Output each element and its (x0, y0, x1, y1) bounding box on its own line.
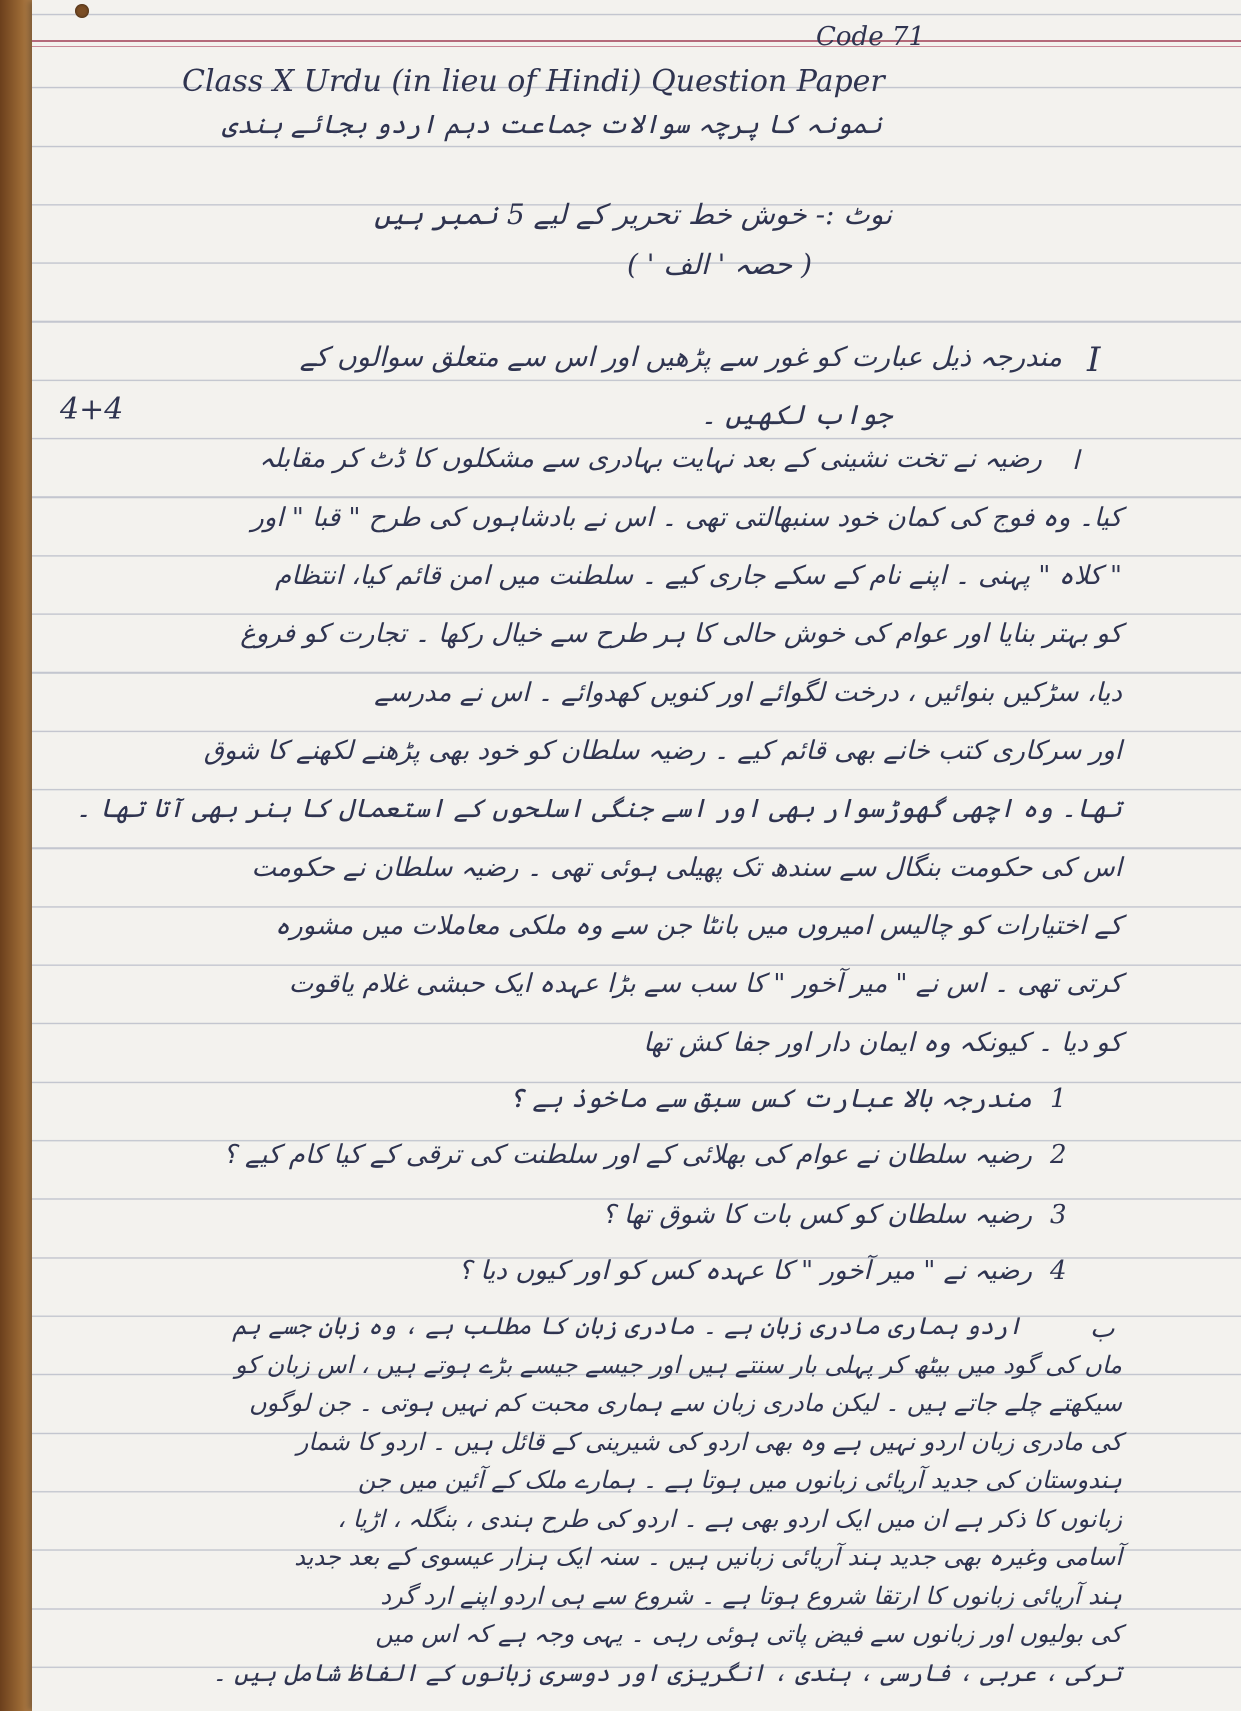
passage-line: کرتی تھی ۔ اس نے " میر آخور " کا سب سے بڑا عہدہ ایک حبشی غلام یاقوت (288, 969, 1122, 999)
passage-line: آسامی وغیرہ بھی جدید ہند آریائی زبانیں ہیں ۔ سنہ ایک ہزار عیسوی کے بعد جدید (294, 1543, 1122, 1571)
sub-question-number: 2 (1050, 1140, 1067, 1170)
paper-code: Code 71 (816, 22, 925, 52)
binding-hole (75, 4, 89, 18)
passage-line: ترکی ، عربی ، فارسی ، ہندی ، انگریزی اور دوسری زبانوں کے الفاظ شامل ہیں ۔ (212, 1658, 1122, 1687)
passage-line: رضیہ نے تخت نشینی کے بعد نہایت بہادری سے مشکلوں کا ڈٹ کر مقابلہ (259, 444, 1042, 474)
passage-line: کو بہتر بنایا اور عوام کی خوش حالی کا ہر طرح سے خیال رکھا ۔ تجارت کو فروغ (240, 619, 1122, 649)
sub-question-number: 4 (1050, 1256, 1067, 1286)
sub-question-text: رضیہ سلطان کو کس بات کا شوق تھا ؟ (601, 1200, 1032, 1230)
sub-question-number: 1 (1050, 1084, 1067, 1114)
passage-line: زبانوں کا ذکر ہے ان میں ایک اردو بھی ہے ۔ اردو کی طرح ہندی ، بنگلہ ، اڑیا ، (337, 1504, 1122, 1533)
passage-label-alif: ا (1072, 446, 1080, 476)
passage-line: " کلاہ " پہنی ۔ اپنے نام کے سکے جاری کیے ۔ سلطنت میں امن قائم کیا، انتظام (275, 561, 1122, 591)
margin-line (32, 40, 1241, 42)
notebook-page (32, 0, 1241, 1711)
handwriting-note: نوٹ :- خوش خط تحریر کے لیے 5 نمبر ہیں (374, 198, 892, 231)
passage-line: ہندوستان کی جدید آریائی زبانوں میں ہوتا ہے ۔ ہمارے ملک کے آئین میں جن (358, 1466, 1122, 1494)
passage-line: سیکھتے چلے جاتے ہیں ۔ لیکن مادری زبان سے ہماری محبت کم نہیں ہوتی ۔ جن لوگوں (249, 1389, 1122, 1417)
passage-line: کے اختیارات کو چالیس امیروں میں بانٹا جن سے وہ ملکی معاملات میں مشورہ (274, 911, 1122, 941)
question-prompt: مندرجہ ذیل عبارت کو غور سے پڑھیں اور اس سے متعلق سوالوں کے (299, 342, 1062, 373)
question-number: I (1087, 340, 1101, 380)
sub-question-number: 3 (1050, 1200, 1067, 1230)
sub-question-text: مندرجہ بالا عبارت کس سبق سے ماخوذ ہے ؟ (508, 1084, 1032, 1114)
passage-line: ہند آریائی زبانوں کا ارتقا شروع ہوتا ہے ۔ شروع سے ہی اردو اپنے ارد گرد (380, 1581, 1122, 1610)
section-heading: ( حصہ ' الف ' ) (626, 248, 812, 281)
paper-title-urdu: نمونہ کا پرچہ سوالات جماعت دہم اردو بجائے ہندی (221, 110, 882, 140)
sub-question-text: رضیہ سلطان نے عوام کی بھلائی کے اور سلطنت کی ترقی کے کیا کام کیے ؟ (222, 1140, 1032, 1170)
passage-line: اس کی حکومت بنگال سے سندھ تک پھیلی ہوئی تھی ۔ رضیہ سلطان نے حکومت (251, 853, 1122, 883)
question-prompt-continued: جواب لکھیں ۔ (700, 400, 892, 431)
passage-line: کو دیا ۔ کیونکہ وہ ایمان دار اور جفا کش تھا (643, 1028, 1122, 1058)
paper-title-english: Class X Urdu (in lieu of Hindi) Question Paper (182, 64, 885, 99)
passage-line: اردو ہماری مادری زبان ہے ۔ مادری زبان کا مطلب ہے ، وہ زبان جسے ہم (232, 1312, 1022, 1340)
passage-line: کیا۔ وہ فوج کی کمان خود سنبھالتی تھی ۔ اس نے بادشاہوں کی طرح " قبا " اور (251, 503, 1122, 533)
sub-question-text: رضیہ نے " میر آخور " کا عہدہ کس کو اور کیوں دیا ؟ (458, 1256, 1032, 1286)
passage-line: ماں کی گود میں بیٹھ کر پہلی بار سنتے ہیں اور جیسے جیسے بڑے ہوتے ہیں ، اس زبان کو (234, 1350, 1122, 1379)
question-marks: 4+4 (60, 392, 124, 427)
passage-line: اور سرکاری کتب خانے بھی قائم کیے ۔ رضیہ سلطان کو خود بھی پڑھنے لکھنے کا شوق (203, 736, 1122, 766)
passage-line: کی بولیوں اور زبانوں سے فیض پاتی ہوئی رہی ۔ یہی وجہ ہے کہ اس میں (375, 1620, 1122, 1648)
passage-label-bay: ب (1090, 1314, 1115, 1344)
passage-line: تھا۔ وہ اچھی گھوڑسوار بھی اور اسے جنگی اسلحوں کے استعمال کا ہنر بھی آتا تھا ۔ (75, 794, 1122, 824)
passage-line: کی مادری زبان اردو نہیں ہے وہ بھی اردو کی شیرینی کے قائل ہیں ۔ اردو کا شمار (296, 1427, 1122, 1456)
passage-line: دیا، سڑکیں بنوائیں ، درخت لگوائے اور کنویں کھدوائے ۔ اس نے مدرسے (374, 678, 1122, 708)
margin-line-secondary (32, 46, 1241, 47)
